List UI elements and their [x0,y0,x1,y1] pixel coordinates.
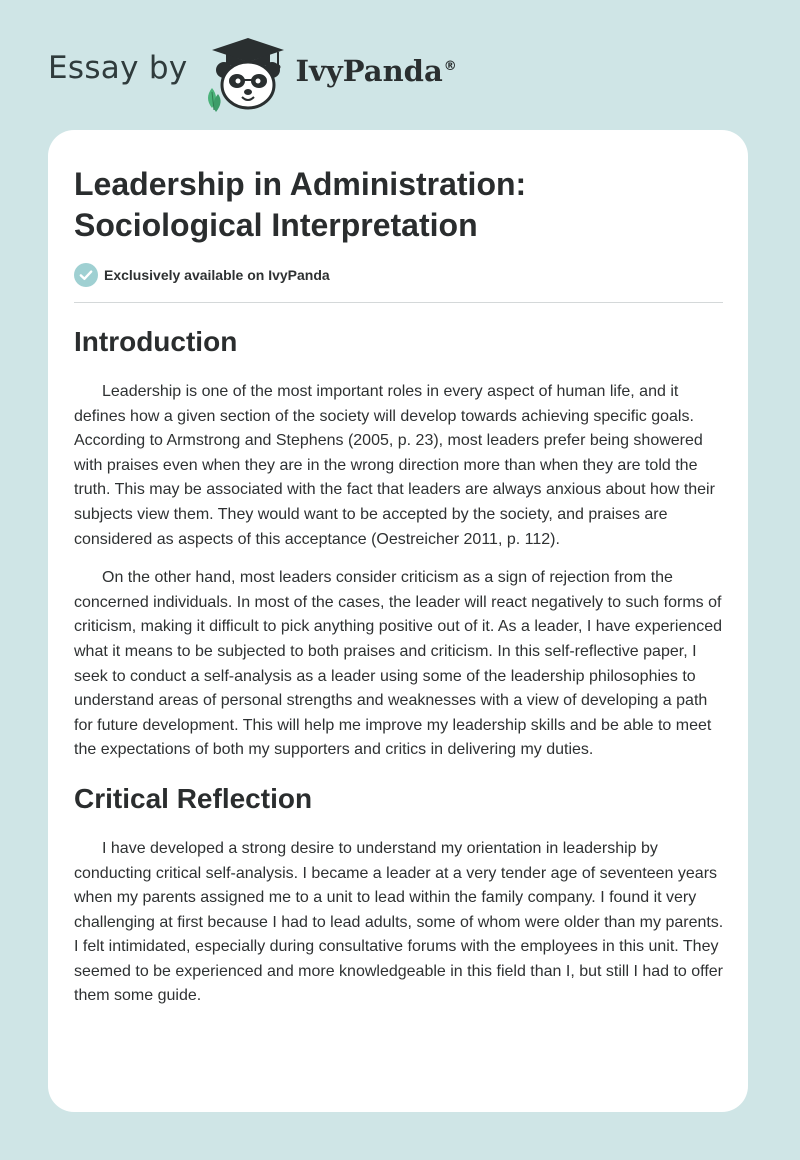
paragraph: Leadership is one of the most important roles in every aspect of human life, and it defines how a given section of the society will develop towards achieving specific goals. According to Armstrong and Stephens (2005, p. 23), most leaders prefer being showered with praises even when they are in the wrong direction more than when they are told the truth. This may be associated with the fact that leaders are always anxious about how their subjects view them. They would want to be accepted by the society, and praises are considered as aspects of this acceptance (Oestreicher 2011, p. 112). [74,383,715,548]
registered-mark: ® [443,59,457,75]
paragraph: I have developed a strong desire to understand my orientation in leadership by conducting critical self-analysis. I became a leader at a very tender age of seventeen years when my parents assigned me to a unit to lead within the family company. I found it very challenging at first because I had to lead adults, some of whom were older than my parents. I felt intimidated, especially during consultative forums with the employees in this unit. They seemed to be experienced and more knowledgeable in this field than I, but still I had to offer them some guide. [74,839,724,1005]
section-heading: Critical Reflection [74,782,313,814]
section-critical-reflection [74,781,724,1009]
essay-card [48,130,748,1112]
section-heading: Introduction [74,326,238,357]
exclusive-badge [74,263,330,287]
brand-header [48,32,457,112]
brand-prefix: Essay by [48,50,188,86]
badge-text: Exclusively available on IvyPanda [104,267,330,283]
paragraph: On the other hand, most leaders consider criticism as a sign of rejection from the concerned individuals. In most of the cases, the leader will react negatively to such forms of criticism, making it difficult to pick anything positive out of it. As a leader, I have experienced what it means to be subjected to both praises and criticism. In this self-reflective paper, I seek to conduct a self-analysis as a leader using some of the leadership philosophies to understand areas of personal strengths and weaknesses with a view of developing a path for future development. This will help me improve my leadership skills and be able to meet the expectations of both my supporters and critics in delivering my duties. [74,569,723,759]
panda-graduate-logo-icon[interactable] [202,32,292,112]
check-circle-icon [74,263,98,287]
essay-body [74,324,724,1023]
brand-name[interactable]: IvyPanda® [295,54,457,88]
title-divider [74,302,723,303]
essay-title: Leadership in Administration: Sociological Interpretation [74,166,527,243]
section-introduction [74,324,724,763]
